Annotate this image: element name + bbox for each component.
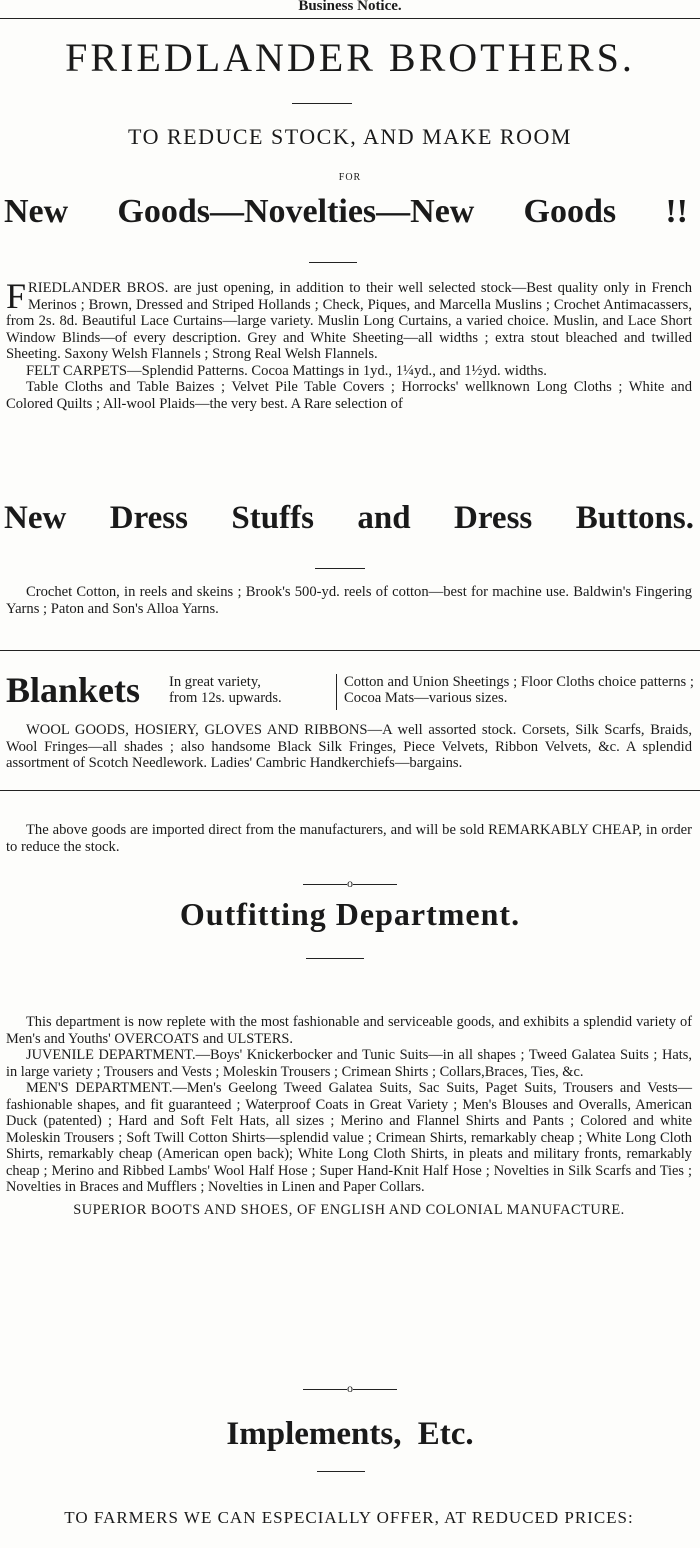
ornament-divider xyxy=(0,877,700,889)
firm-title: FRIEDLANDER BROTHERS. xyxy=(65,35,635,80)
section-rule xyxy=(0,650,700,651)
business-notice-label: Business Notice. xyxy=(298,0,402,14)
divider-rule xyxy=(309,262,357,263)
wool-goods-paragraph xyxy=(6,722,692,772)
divider-rule xyxy=(315,568,365,569)
section-rule xyxy=(0,790,700,791)
reduce-stock-heading: TO REDUCE STOCK, AND MAKE ROOM xyxy=(128,124,572,149)
divider-rule xyxy=(317,1471,365,1472)
drop-cap: F xyxy=(6,276,27,316)
for-label: FOR xyxy=(338,172,362,183)
boots-shoes-text: SUPERIOR BOOTS AND SHOES, OF ENGLISH AND COLONIAL MANUFACTURE. xyxy=(73,1201,625,1218)
blankets-divider xyxy=(336,674,337,710)
outfitting-paragraphs xyxy=(6,1014,692,1218)
blankets-price-note xyxy=(169,674,282,706)
blankets-heading: Blankets xyxy=(6,670,141,710)
sheetings-text: Cotton and Union Sheetings ; Floor Cloths choice patterns ; Cocoa Mats—various sizes. xyxy=(344,674,694,706)
juvenile-department: JUVENILE DEPARTMENT.—Boys' Knickerbocker and Tunic Suits—in all shapes ; Tweed Galatea Suits ; Hats, in large variety ; Trousers and Vests ; Moleskin Trousers ; Crimean Shirts ; Collars,Braces, Ties, &c. xyxy=(6,1047,692,1080)
imported-paragraph xyxy=(6,822,692,855)
wool-goods-text: WOOL GOODS, HOSIERY, GLOVES AND RIBBONS—A well assorted stock. Corsets, Silk Scarfs, Braids, Wool Fringes—all shades ; also handsome Black Silk Fringes, Piece Velvets, Ribbon Velvets, &c. A splendid assortment of Scotch Needlework. Ladies' Cambric Handkerchiefs—bargains. xyxy=(6,722,692,771)
opening-paragraph xyxy=(6,276,692,412)
mens-department: MEN'S DEPARTMENT.—Men's Geelong Tweed Galatea Suits, Sac Suits, Paget Suits, Trousers and Vests—fashionable shapes, and fit guaranteed ; Waterproof Coats in Great Variety ; Men's Blouses and Overalls, American Duck (patented) ; Hard and Soft Felt Hats, all sizes ; Merino and Flannel Shirts and Pants ; Colored and white Moleskin Trousers ; Soft Twill Cotton Shirts—splendid value ; Crimean Shirts, remarkably cheap ; White Long Cloth Shirts, remarkably cheap (American open back); White Long Cloth Shirts, in pleats and military fronts, remarkably cheap ; Merino and Ribbed Lambs' Wool Half Hose ; Super Hand-Knit Half Hose ; Novelties in Silk Scarfs and Ties ; Novelties in Braces and Mufflers ; Novelties in Linen and Paper Collars. xyxy=(6,1080,692,1195)
opening-text: RIEDLANDER BROS. are just opening, in addition to their well selected stock—Best quality only in French Merinos ; Brown, Dressed and Striped Hollands ; Check, Piques, and Marcella Muslins ; Crochet Antimacassers, from 2s. 8d. Beautiful Lace Curtains—large variety. Muslin Long Curtains, a varied choice. Muslin, and Lace Short Window Blinds—of every description. Grey and White Sheeting—all widths ; extra stout bleached and twilled Sheeting. Saxony Welsh Flannels ; Strong Real Welsh Flannels. xyxy=(6,280,692,362)
implements-headline: Implements, Etc. xyxy=(226,1416,474,1452)
imported-text: The above goods are imported direct from the manufacturers, and will be sold REMARKABLY CHEAP, in order to reduce the stock. xyxy=(6,822,692,855)
new-goods-headline: New Goods—Novelties—New Goods !! xyxy=(4,193,688,230)
farmers-offer-text: TO FARMERS WE CAN ESPECIALLY OFFER, AT REDUCED PRICES: xyxy=(64,1508,634,1527)
crochet-text: Crochet Cotton, in reels and skeins ; Brook's 500-yd. reels of cotton—best for machine use. Baldwin's Fingering Yarns ; Paton and Son's Alloa Yarns. xyxy=(6,584,692,617)
outfitting-intro: This department is now replete with the most fashionable and serviceable goods, and exhibits a splendid variety of Men's and Youths' OVERCOATS and ULSTERS. xyxy=(6,1014,692,1047)
outfitting-headline: Outfitting Department. xyxy=(179,896,521,932)
crochet-paragraph xyxy=(6,584,692,617)
blankets-price: from 12s. upwards. xyxy=(169,690,282,706)
table-cloths-text: Table Cloths and Table Baizes ; Velvet Pile Table Covers ; Horrocks' wellknown Long Cloths ; White and Colored Quilts ; All-wool Plaids—the very best. A Rare selection of xyxy=(6,379,692,412)
blankets-row xyxy=(6,670,692,716)
blankets-variety: In great variety, xyxy=(169,674,261,690)
ornament-mark: o xyxy=(347,876,353,890)
felt-carpets-text: FELT CARPETS—Splendid Patterns. Cocoa Mattings in 1yd., 1¼yd., and 1½yd. widths. xyxy=(26,362,547,379)
top-rule xyxy=(0,18,700,19)
dress-stuffs-headline: New Dress Stuffs and Dress Buttons. xyxy=(4,500,694,536)
divider-rule xyxy=(292,103,352,104)
ornament-mark: o xyxy=(347,1381,353,1395)
ornament-divider xyxy=(0,1382,700,1394)
divider-rule xyxy=(306,958,364,959)
